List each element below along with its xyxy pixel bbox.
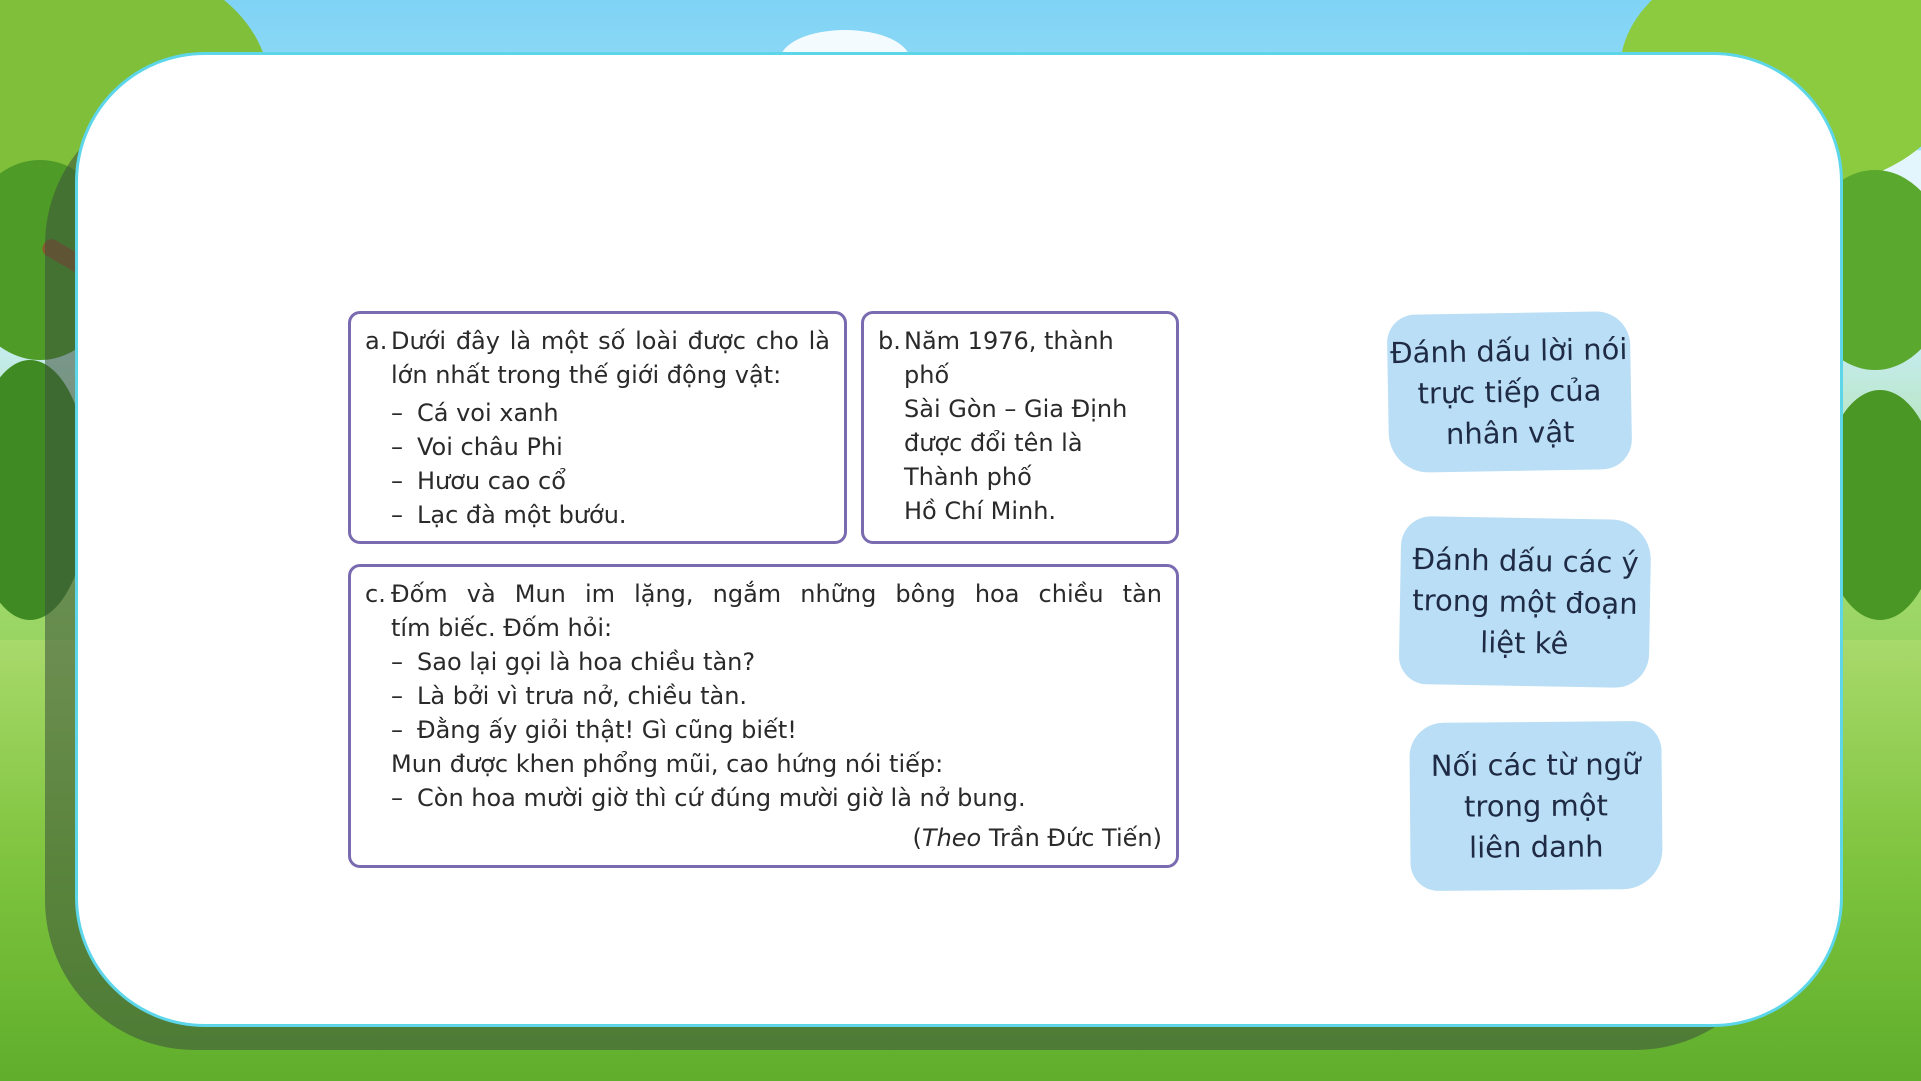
passage-text: Dưới đây là một số loài được cho là: [391, 327, 830, 355]
passage-text: Hồ Chí Minh.: [904, 497, 1057, 525]
dash: –: [391, 682, 403, 710]
list-item-text: Voi châu Phi: [417, 433, 563, 461]
dialogue-line: [391, 713, 1162, 747]
passage-c: [348, 564, 1179, 868]
list: [365, 396, 830, 532]
option-line: liên danh: [1468, 828, 1604, 865]
dash: –: [391, 716, 403, 744]
passage-b-first-line: [878, 324, 1166, 392]
option-card-join-words[interactable]: [1409, 721, 1662, 891]
option-line: nhân vật: [1445, 414, 1575, 451]
passage-text: Đốm và Mun im lặng, ngắm những bông hoa chiều tàn: [391, 580, 1162, 608]
option-line: trong một: [1463, 787, 1609, 824]
list-item: [391, 498, 830, 532]
option-line: Nối các từ ngữ: [1430, 746, 1641, 783]
passage-text: Thành phố: [904, 463, 1032, 491]
passage-text: Sài Gòn – Gia Định: [904, 395, 1128, 423]
passage-a: [348, 311, 847, 544]
list-item: [391, 396, 830, 430]
option-card-direct-speech[interactable]: [1387, 311, 1633, 473]
option-line: Đánh dấu các ý: [1412, 541, 1640, 580]
passage-b: [861, 311, 1179, 544]
passage-label: c.: [365, 580, 386, 608]
passage-a-intro-line: [365, 324, 830, 358]
passage-text: lớn nhất trong thế giới động vật:: [391, 361, 782, 389]
dash: –: [391, 501, 403, 529]
option-line: trực tiếp của: [1417, 372, 1602, 411]
dialogue-text: Còn hoa mười giờ thì cứ đúng mười giờ là nở bung.: [417, 784, 1026, 812]
option-text: [1431, 744, 1642, 869]
list-item: [391, 464, 830, 498]
list-item-text: Hươu cao cổ: [417, 467, 566, 495]
dialogue-line: [391, 645, 1162, 679]
option-line: liệt kê: [1479, 624, 1569, 661]
passage-c-first-line: [365, 577, 1162, 611]
dialogue-text: Là bởi vì trưa nở, chiều tàn.: [417, 682, 748, 710]
option-card-list-items[interactable]: [1399, 516, 1652, 688]
passage-label: a.: [365, 327, 388, 355]
option-line: trong một đoạn: [1412, 582, 1638, 621]
option-text: [1390, 328, 1629, 455]
option-text: [1411, 539, 1639, 666]
dash: –: [391, 784, 403, 812]
passage-text: tím biếc. Đốm hỏi:: [391, 614, 613, 642]
passage-text: Năm 1976, thành phố: [904, 327, 1114, 389]
dialogue-text: Đằng ấy giỏi thật! Gì cũng biết!: [417, 716, 797, 744]
list-item: [391, 430, 830, 464]
dialogue: [365, 781, 1162, 815]
passage-text: Mun được khen phổng mũi, cao hứng nói tiếp:: [391, 750, 944, 778]
list-item-text: Lạc đà một bướu.: [417, 501, 627, 529]
dash: –: [391, 648, 403, 676]
dialogue: [365, 645, 1162, 747]
dash: –: [391, 433, 403, 461]
source-author: Trần Đức Tiến): [981, 824, 1162, 852]
passage-text: được đổi tên là: [904, 429, 1083, 457]
passage-label: b.: [878, 327, 901, 355]
dash: –: [391, 467, 403, 495]
option-line: Đánh dấu lời nói: [1389, 331, 1628, 370]
dash: –: [391, 399, 403, 427]
source-citation: [365, 821, 1162, 855]
dialogue-line: [391, 679, 1162, 713]
list-item-text: Cá voi xanh: [417, 399, 559, 427]
dialogue-text: Sao lại gọi là hoa chiều tàn?: [417, 648, 756, 676]
dialogue-line: [391, 781, 1162, 815]
source-theo: Theo: [921, 824, 982, 852]
source-paren: (: [912, 824, 922, 852]
